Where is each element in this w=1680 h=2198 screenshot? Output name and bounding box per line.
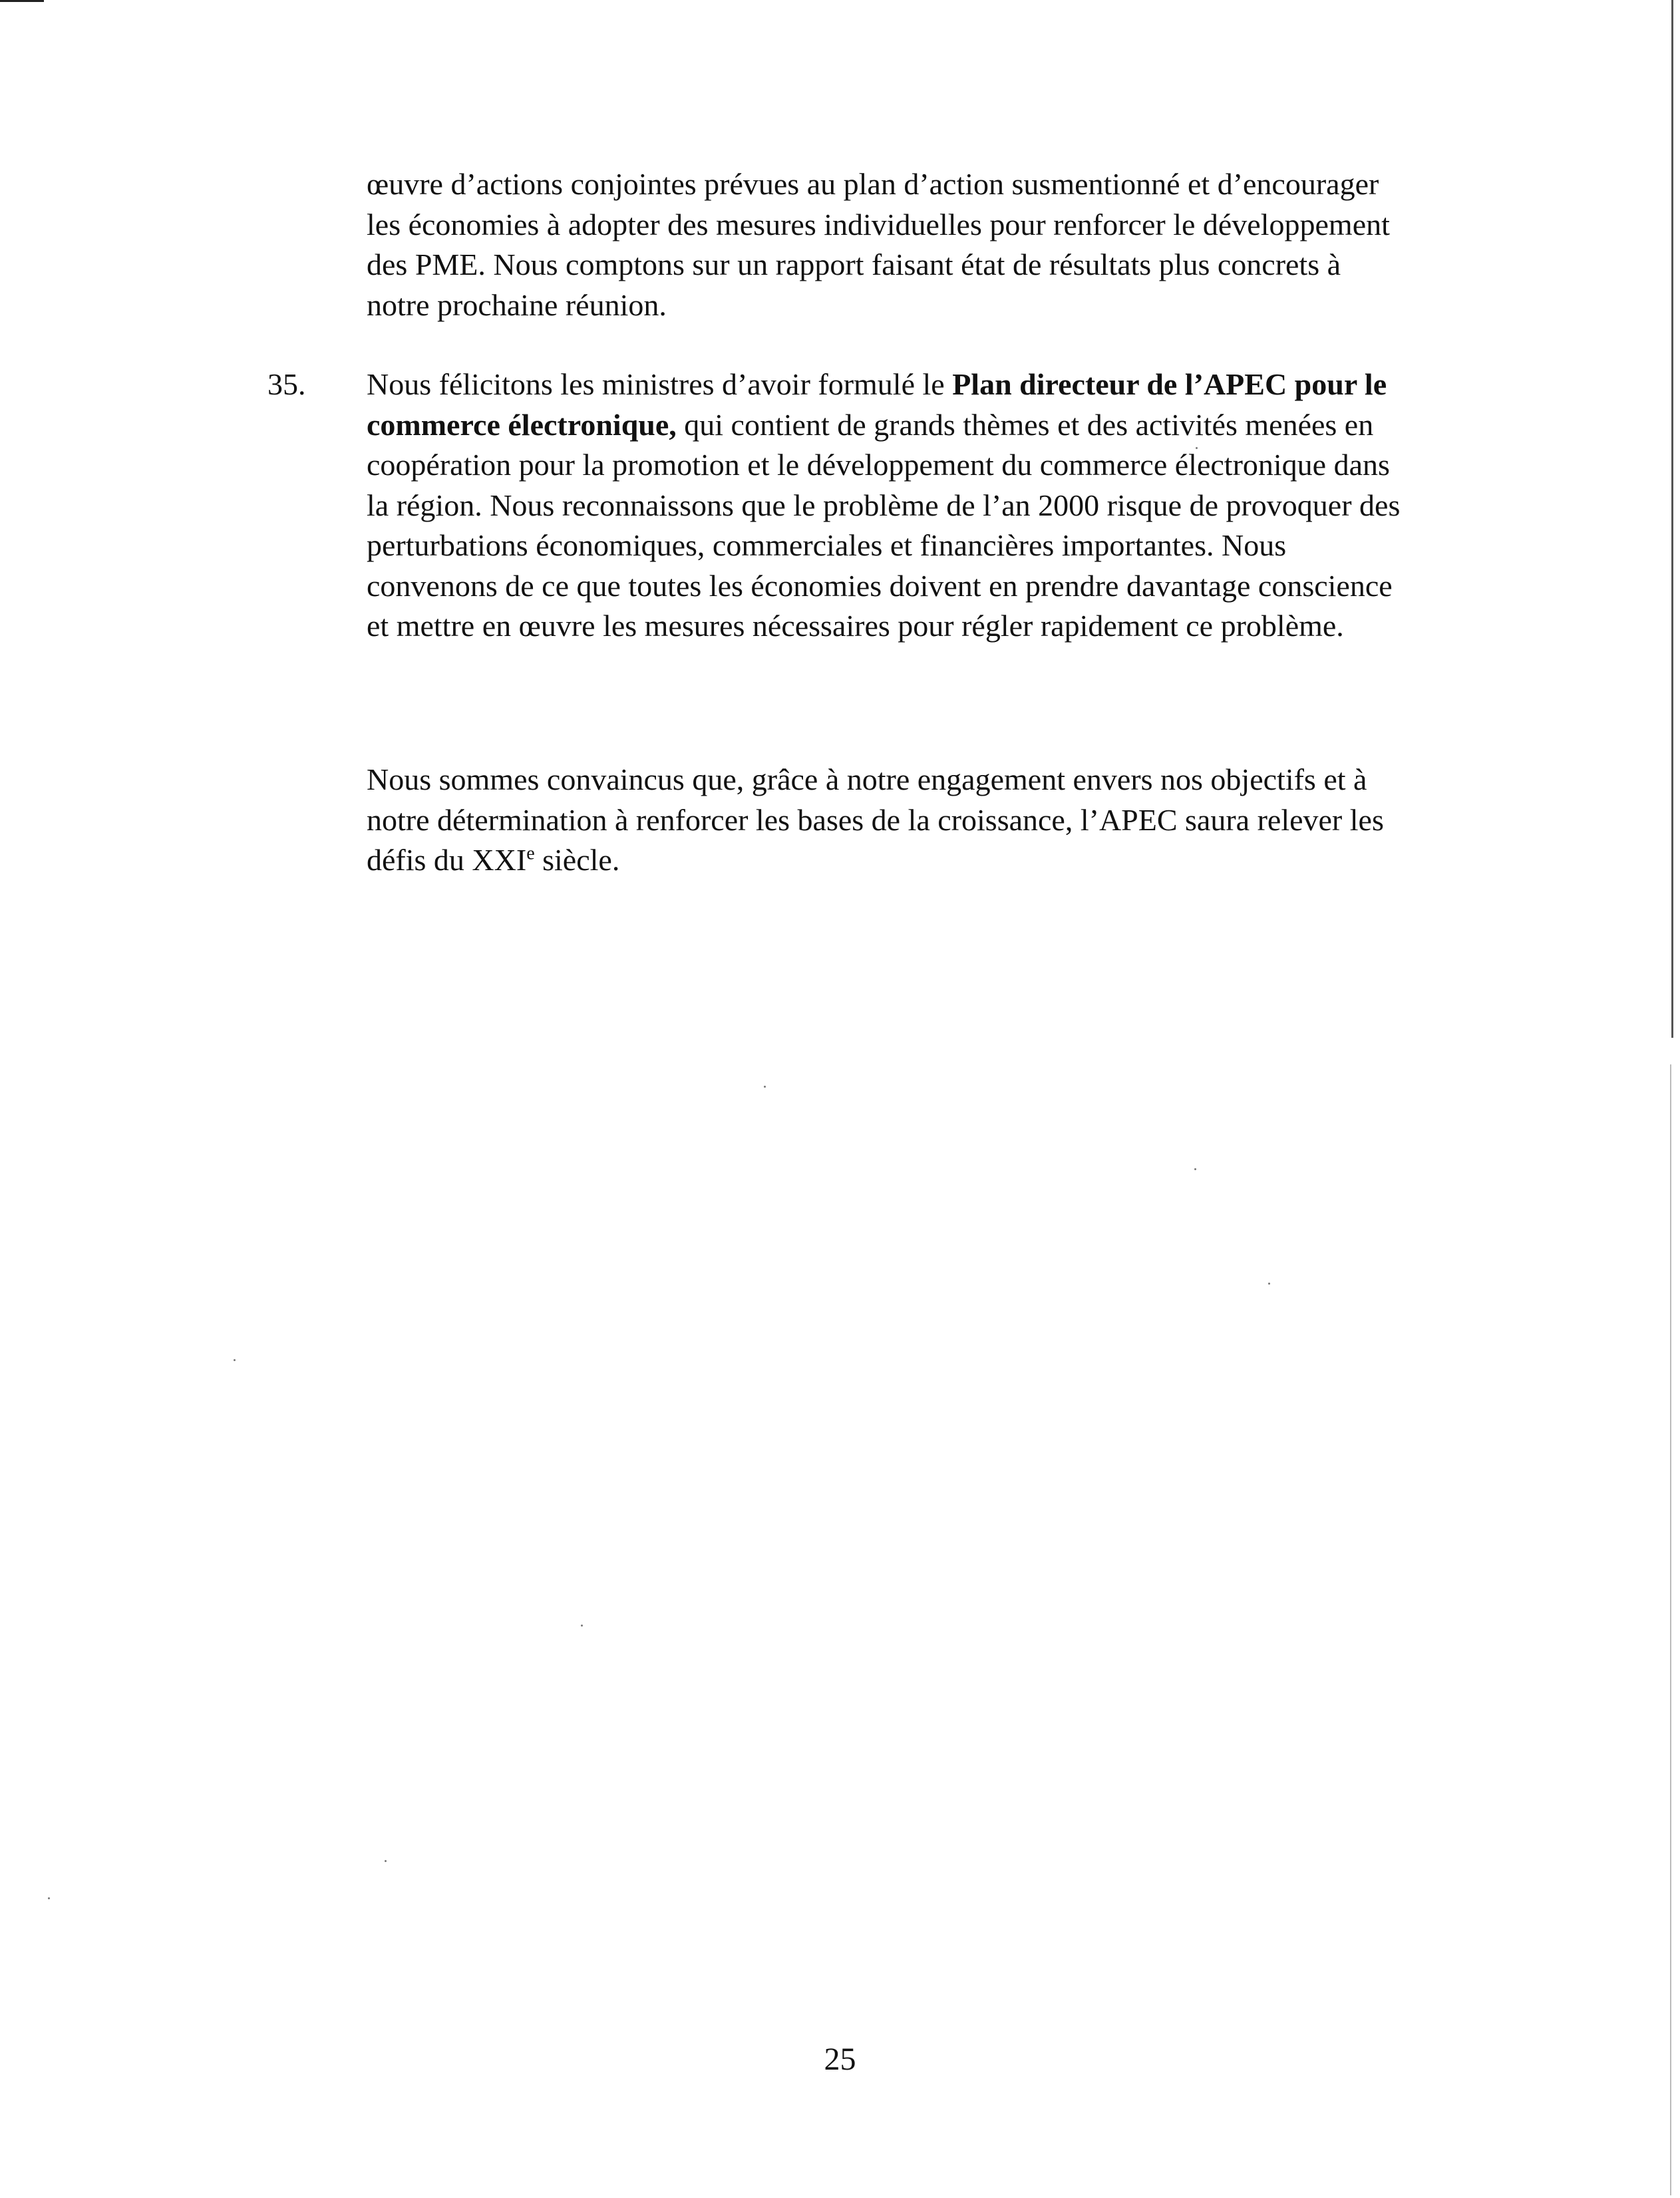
scan-mark bbox=[0, 0, 44, 2]
paragraph-35-text-start: Nous félicitons les ministres d’avoir formulé le bbox=[367, 367, 953, 401]
continuation-paragraph: œuvre d’actions conjointes prévues au plan d’action susmentionné et d’encourager les économies à adopter des mesures individuelles pour renforcer le développement des PME. Nous comptons sur un rapport faisant état de résultats plus concrets à notre prochaine réunion. bbox=[367, 167, 1390, 322]
closing-paragraph bbox=[367, 760, 1405, 881]
scan-speck bbox=[581, 1625, 583, 1627]
century-superscript: e bbox=[526, 843, 535, 864]
scan-speck bbox=[764, 1086, 766, 1088]
scan-edge bbox=[1670, 1064, 1671, 2195]
plan-title-bold: Plan directeur de l’APEC pour le commerce électronique, bbox=[367, 367, 1387, 442]
page-number: 25 bbox=[824, 2042, 856, 2077]
scan-speck bbox=[1268, 1283, 1270, 1285]
scan-speck bbox=[1194, 1168, 1196, 1170]
scan-speck bbox=[48, 1897, 50, 1899]
paragraph-35-text-end: qui contient de grands thèmes et des activités menées en coopération pour la promotion et le développement du commerce électronique dans la région. Nous reconnaissons que le problème de l’an 2000 risque de provoquer des perturbations économiques, commerciales et financières importantes. Nous convenons de ce que toutes les économies doivent en prendre davantage conscience et mettre en œuvre les mesures nécessaires pour régler rapidement ce problème. bbox=[367, 407, 1401, 643]
paragraph-35 bbox=[367, 365, 1405, 647]
scan-edge bbox=[1671, 0, 1673, 1038]
scan-speck bbox=[385, 1860, 387, 1862]
closing-text-start: Nous sommes convaincus que, grâce à notre engagement envers nos objectifs et à notre détermination à renforcer les bases de la croissance, l’APEC saura relever les défis du XXI bbox=[367, 762, 1384, 877]
scan-speck bbox=[234, 1359, 236, 1361]
paragraph-number: 35. bbox=[267, 367, 306, 401]
closing-text-end: siècle. bbox=[534, 843, 620, 877]
